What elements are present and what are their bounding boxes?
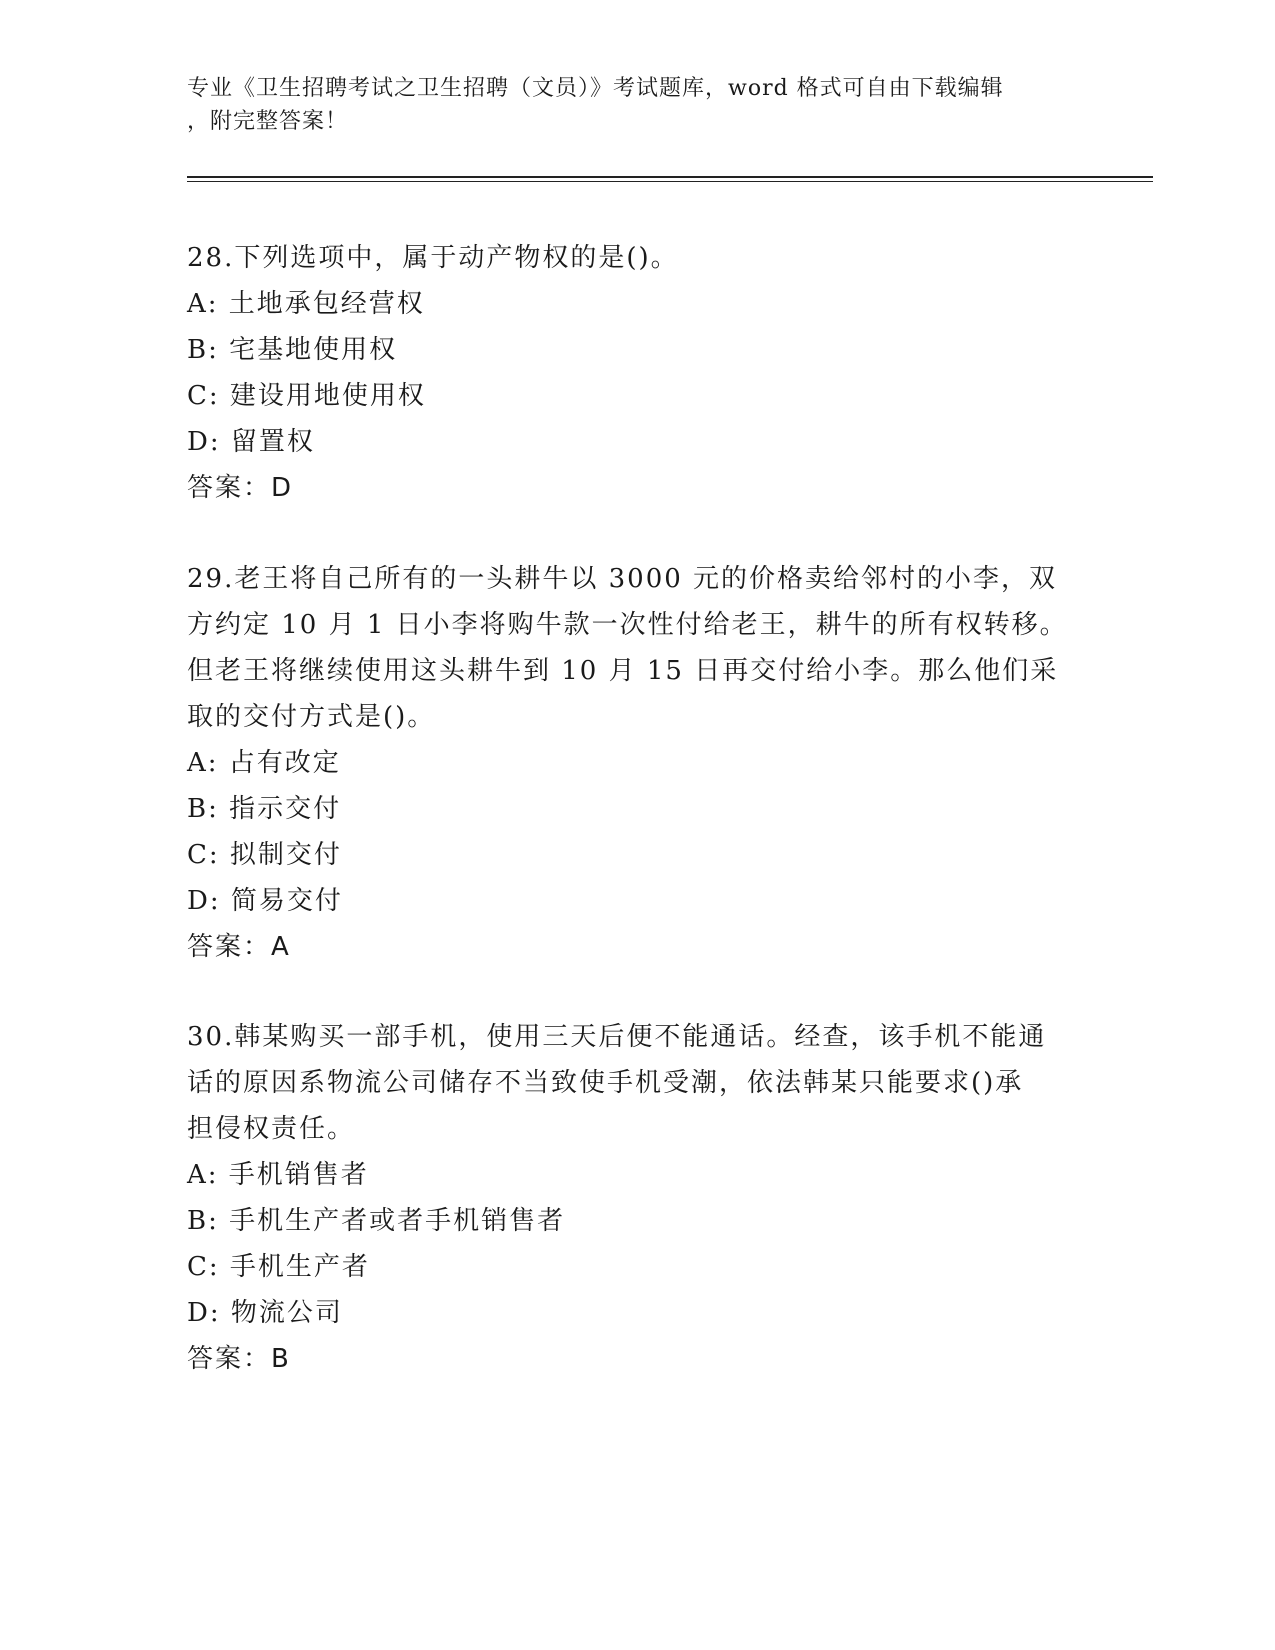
- header-line-2: ，附完整答案！: [187, 109, 349, 134]
- option-b: B: 指示交付: [187, 794, 342, 824]
- option-c: C: 建设用地使用权: [187, 381, 426, 411]
- question-stem-line: 30.韩某购买一部手机，使用三天后便不能通话。经查，该手机不能通: [187, 1022, 1047, 1052]
- document-header: [187, 72, 1077, 138]
- option-a: A: 占有改定: [187, 748, 341, 778]
- question-28: [187, 235, 1087, 511]
- question-stem-line: 取的交付方式是()。: [187, 702, 436, 732]
- option-d: D: 留置权: [187, 427, 315, 457]
- header-line-1: 专业《卫生招聘考试之卫生招聘（文员）》考试题库，word 格式可自由下载编辑: [187, 76, 1004, 101]
- header-divider-thick: [187, 176, 1153, 178]
- answer-line: 答案：D: [187, 473, 294, 503]
- option-d: D: 物流公司: [187, 1298, 343, 1328]
- question-stem-line: 28.下列选项中，属于动产物权的是()。: [187, 243, 679, 273]
- option-a: A: 土地承包经营权: [187, 289, 425, 319]
- header-divider-thin: [187, 181, 1153, 182]
- option-b: B: 手机生产者或者手机销售者: [187, 1206, 566, 1236]
- question-stem-line: 29.老王将自己所有的一头耕牛以 3000 元的价格卖给邻村的小李，双: [187, 564, 1058, 594]
- option-b: B: 宅基地使用权: [187, 335, 398, 365]
- question-30: [187, 1014, 1087, 1382]
- option-c: C: 手机生产者: [187, 1252, 370, 1282]
- question-stem-line: 方约定 10 月 1 日小李将购牛款一次性付给老王，耕牛的所有权转移。: [187, 610, 1068, 640]
- option-c: C: 拟制交付: [187, 840, 342, 870]
- option-a: A: 手机销售者: [187, 1160, 369, 1190]
- question-stem-line: 担侵权责任。: [187, 1114, 356, 1144]
- option-d: D: 简易交付: [187, 886, 343, 916]
- question-stem-line: 话的原因系物流公司储存不当致使手机受潮，依法韩某只能要求()承: [187, 1068, 1024, 1098]
- question-stem-line: 但老王将继续使用这头耕牛到 10 月 15 日再交付给小李。那么他们采: [187, 656, 1059, 686]
- answer-line: 答案：A: [187, 932, 291, 962]
- answer-line: 答案：B: [187, 1344, 291, 1374]
- question-29: [187, 556, 1087, 970]
